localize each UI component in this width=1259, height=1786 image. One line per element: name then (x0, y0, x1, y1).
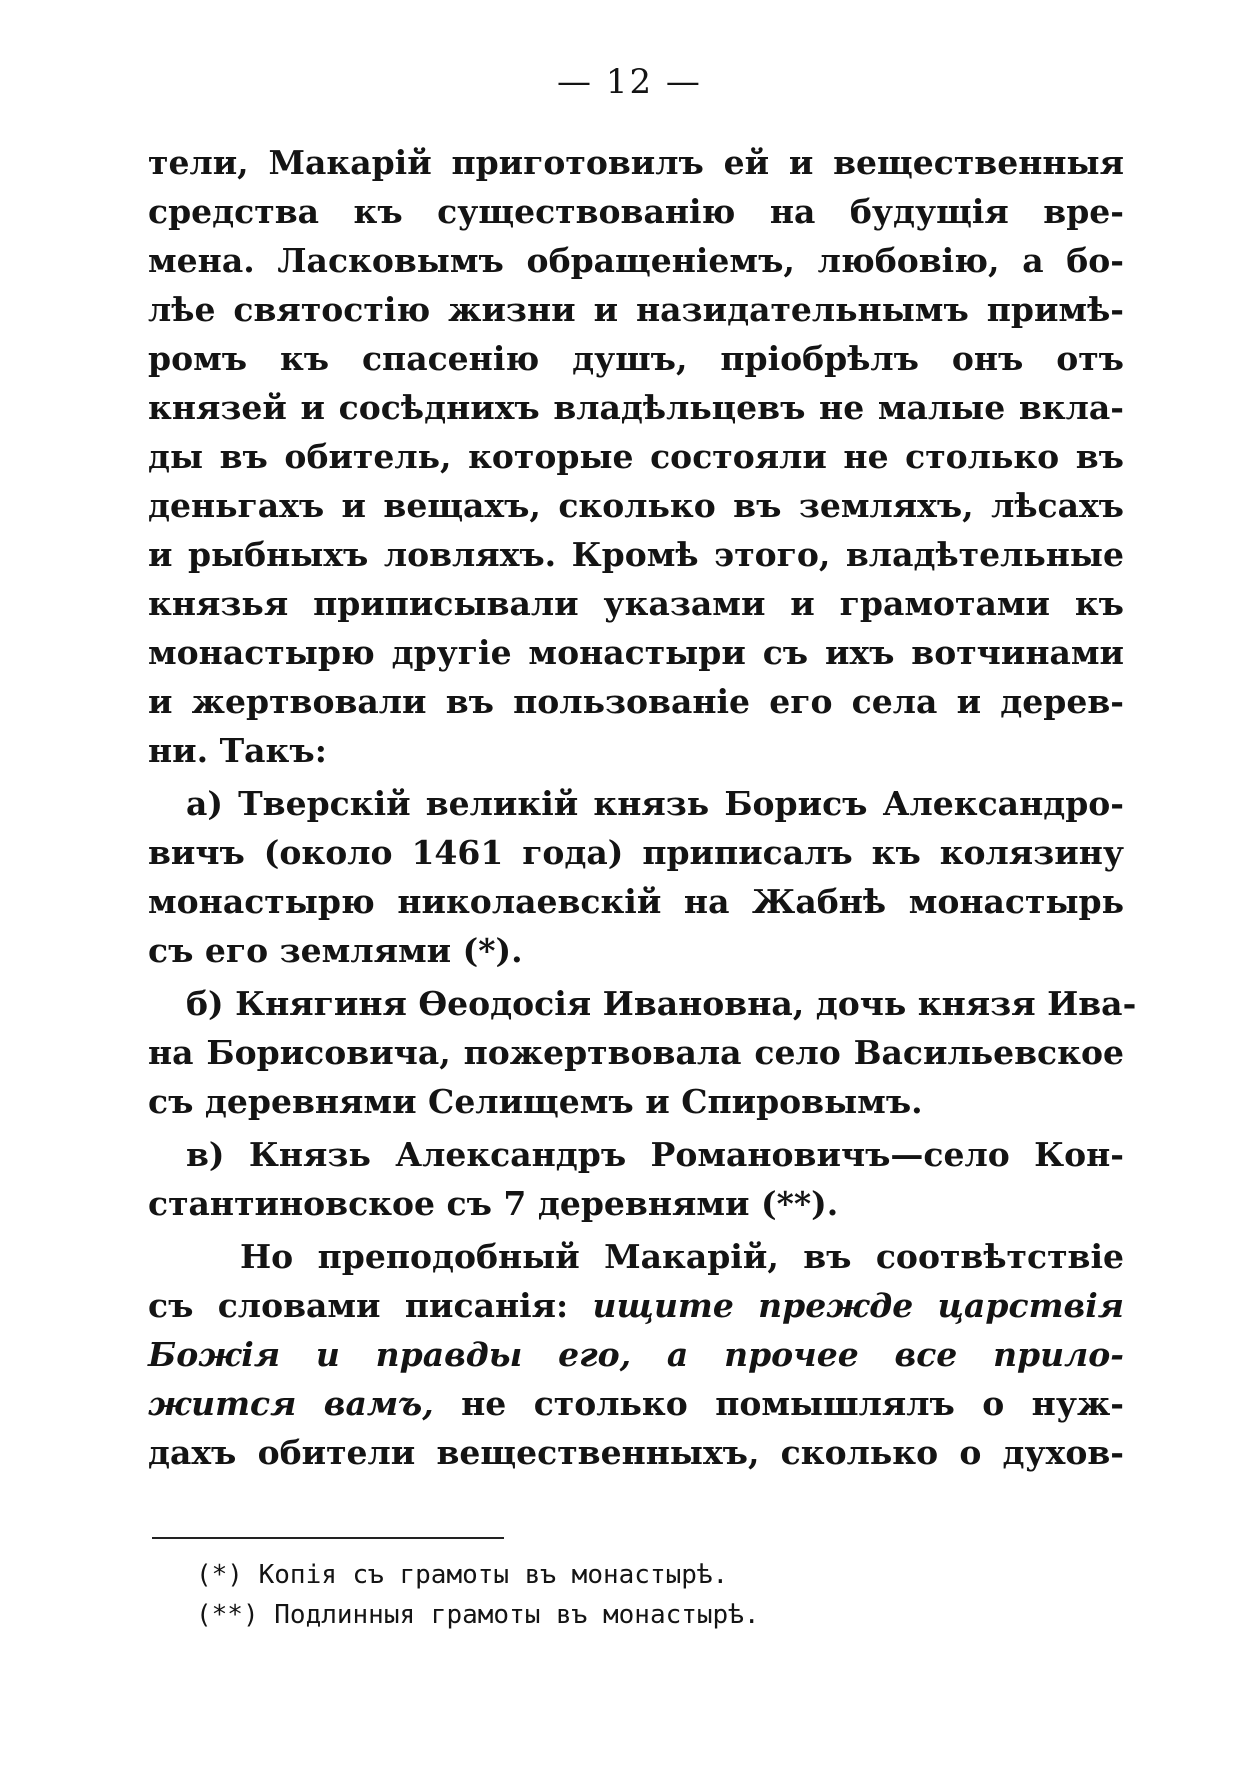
closing-paragraph-line: Но преподобный Макарій, въ соотвѣтствіе (240, 1237, 1124, 1276)
list-item-a-line: а) Тверскій великій князь Борисъ Александро- (186, 784, 1124, 823)
text-line: ды въ обитель, которые состояли не столько въ (148, 437, 1124, 476)
footnote-2: (**) Подлинныя грамоты въ монастырѣ. (196, 1600, 760, 1630)
text-line: монастырю другіе монастыри съ ихъ вотчинами (148, 633, 1124, 672)
text-line: тели, Макарій приготовилъ ей и вещественныя (148, 143, 1124, 182)
list-item-a-line: монастырю николаевскій на Жабнѣ монастырь (148, 882, 1124, 921)
scripture-quote: Божія и правды его, а прочее все прило- (148, 1335, 1124, 1374)
scripture-quote: жится вамъ, (148, 1384, 434, 1423)
main-text (148, 138, 1137, 1477)
text-line: и жертвовали въ пользованіе его села и дерев- (148, 682, 1124, 721)
closing-paragraph-line (148, 1379, 1124, 1428)
closing-paragraph-line: дахъ обители вещественныхъ, сколько о духов- (148, 1433, 1124, 1472)
list-item-b-line: б) Княгиня Ѳеодосія Ивановна, дочь князя Ива- (186, 984, 1137, 1023)
text-line: деньгахъ и вещахъ, сколько въ земляхъ, лѣсахъ (148, 486, 1124, 525)
text-line: ни. Такъ: (148, 731, 327, 770)
text-line: мена. Ласковымъ обращеніемъ, любовію, а бо- (148, 241, 1124, 280)
text-line: ромъ къ спасенію душъ, пріобрѣлъ онъ отъ (148, 339, 1124, 378)
text-line: и рыбныхъ ловляхъ. Кромѣ этого, владѣтельные (148, 535, 1124, 574)
scripture-quote: ищите прежде царствія (592, 1286, 1124, 1325)
page-number: — 12 — (557, 62, 702, 102)
list-item-b-line: съ деревнями Селищемъ и Спировымъ. (148, 1082, 923, 1121)
text-line: князья приписывали указами и грамотами къ (148, 584, 1124, 623)
closing-paragraph-line (148, 1281, 1124, 1330)
footnote-1: (*) Копія съ грамоты въ монастырѣ. (196, 1560, 729, 1590)
list-item-c-line: в) Князь Александръ Романовичъ—село Кон- (186, 1135, 1124, 1174)
closing-plain-text: не столько помышлялъ о нуж- (433, 1384, 1124, 1423)
footnotes (196, 1555, 1096, 1635)
list-item-c-line: стантиновское съ 7 деревнями (**). (148, 1184, 839, 1223)
list-item-a-line: вичъ (около 1461 года) приписалъ къ колязину (148, 833, 1124, 872)
closing-plain-text: съ словами писанія: (148, 1286, 593, 1325)
text-line: средства къ существованію на будущія вре- (148, 192, 1124, 231)
text-line: лѣе святостію жизни и назидательнымъ примѣ- (148, 290, 1124, 329)
footnote-divider (152, 1537, 504, 1539)
text-line: князей и сосѣднихъ владѣльцевъ не малые вкла- (148, 388, 1124, 427)
list-item-a-line: съ его землями (*). (148, 931, 523, 970)
list-item-b-line: на Борисовича, пожертвовала село Васильевское (148, 1033, 1124, 1072)
